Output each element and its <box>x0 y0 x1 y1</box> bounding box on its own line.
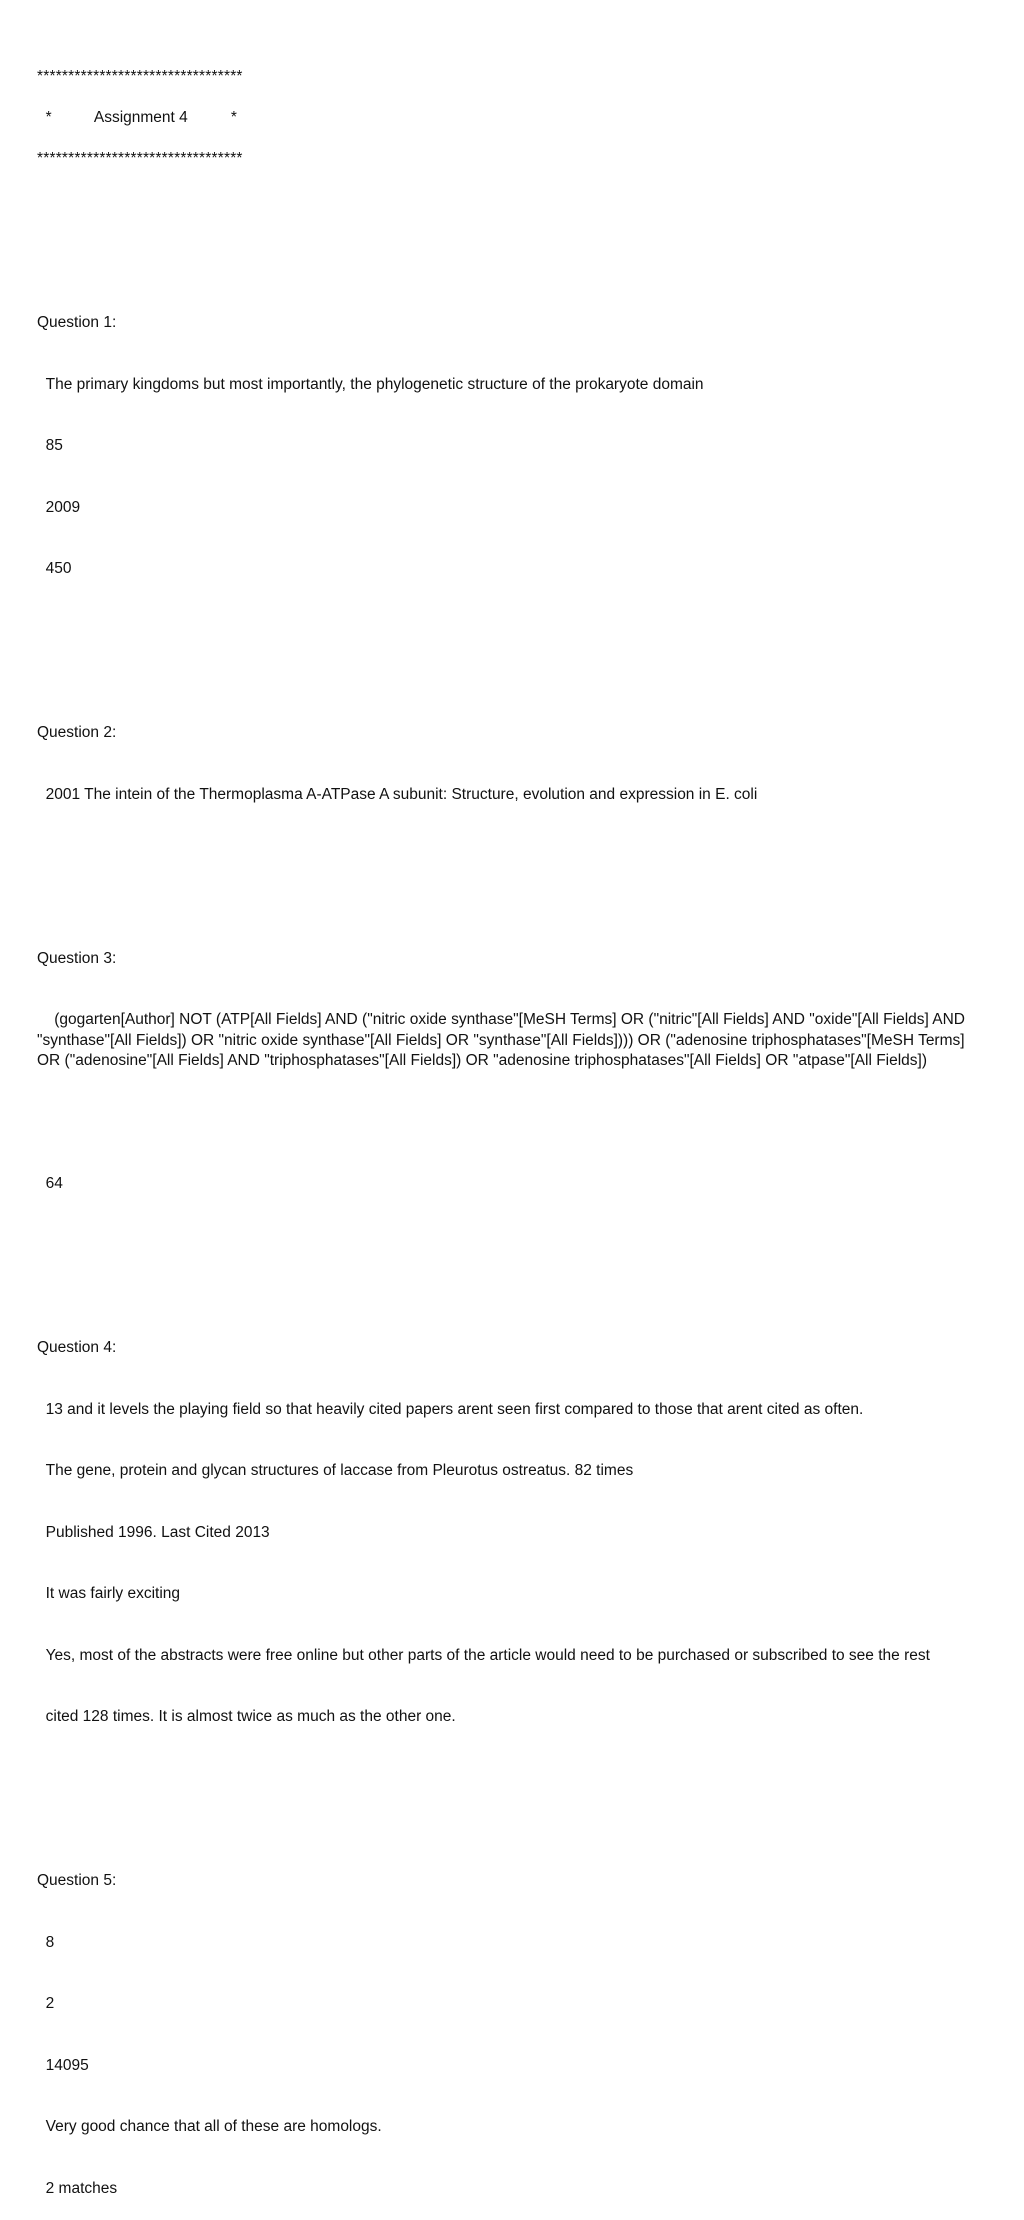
question-1-answer-line: 85 <box>37 437 63 454</box>
spacer <box>37 1236 992 1257</box>
spacer <box>37 621 992 642</box>
question-3-answer-line: 64 <box>37 1175 63 1192</box>
question-1-answer-line: The primary kingdoms but most importantly, the phylogenetic structure of the prokaryote domain <box>37 375 704 393</box>
assignment-title: * Assignment 4 * <box>45 109 237 126</box>
spacer <box>37 846 992 867</box>
question-4-answer-line: cited 128 times. It is almost twice as much as the other one. <box>37 1708 456 1725</box>
question-3-search-query: (gogarten[Author] NOT (ATP[All Fields] AND ("nitric oxide synthase"[MeSH Terms] OR ("nitric"[All Fields] AND "oxide"[All Fields] AND "synthase"[All Fields]) OR "nitric oxide synthase"[All Fields] OR "synthase"[All Fields]))) OR ("adenosine triphosphatases"[MeSH Terms] OR ("adenosine"[All Fields] AND "triphosphatases"[All Fields]) OR "adenosine triphosphatases"[All Fields] OR "atpase"[All Fields]) <box>37 1011 970 1069</box>
question-4-answer-line: 13 and it levels the playing field so that heavily cited papers arent seen first compared to those that arent cited as often. <box>37 1400 864 1418</box>
spacer <box>37 211 992 232</box>
question-4-answer-line: Yes, most of the abstracts were free online but other parts of the article would need to be purchased or subscribed to see the rest <box>37 1646 930 1664</box>
question-1-heading: Question 1: <box>37 314 117 331</box>
question-5-heading: Question 5: <box>37 1872 117 1889</box>
question-2-answer-line: 2001 The intein of the Thermoplasma A-ATPase A subunit: Structure, evolution and expression in E. coli <box>37 785 758 803</box>
question-4-answer-line: The gene, protein and glycan structures of laccase from Pleurotus ostreatus. 82 times <box>37 1462 634 1479</box>
question-2-heading: Question 2: <box>37 724 117 741</box>
question-5-answer-line: 8 <box>37 1933 55 1951</box>
question-5-answer-line: 14095 <box>37 2056 89 2074</box>
question-1-answer-line: 2009 <box>37 498 81 516</box>
question-3-heading: Question 3: <box>37 949 117 967</box>
question-4-answer-line: Published 1996. Last Cited 2013 <box>37 1523 270 1541</box>
spacer <box>37 1769 992 1790</box>
question-4-answer-line: It was fairly exciting <box>37 1585 181 1602</box>
question-5-answer-line: Very good chance that all of these are homologs. <box>37 2118 382 2135</box>
question-3-blank-line <box>37 1113 992 1134</box>
question-5-answer-line: 2 <box>37 1995 55 2012</box>
banner-top-border: ********************************* <box>37 68 243 85</box>
question-5-answer-line: 2 matches <box>37 2179 118 2197</box>
banner-bottom-border: ********************************* <box>37 150 243 167</box>
document-body <box>37 26 992 2220</box>
question-1-answer-line: 450 <box>37 560 72 577</box>
question-4-heading: Question 4: <box>37 1339 117 1356</box>
